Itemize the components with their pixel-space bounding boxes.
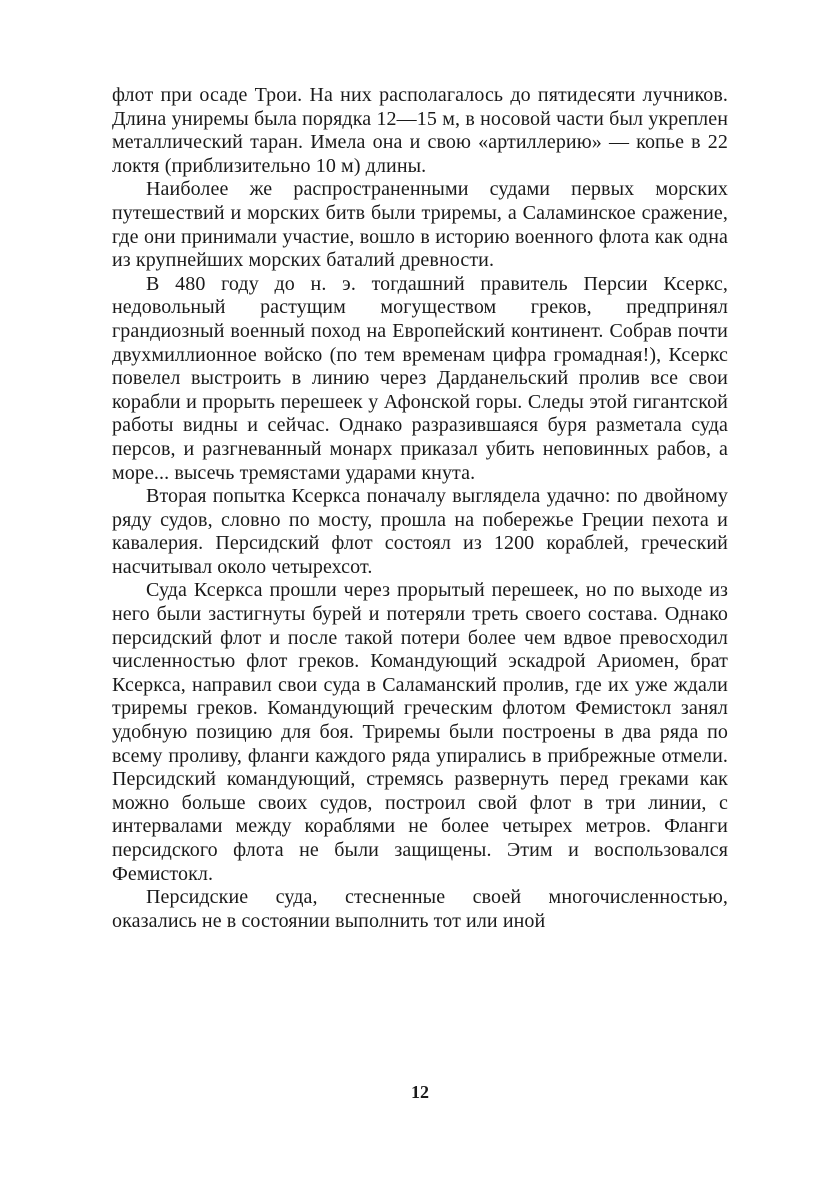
paragraph-triremes: Наиболее же распространенными судами первых морских путешествий и морских битв были триремы, а Саламинское сражение, где они принимали участие, вошло в историю военного флота как одна из крупнейших морских баталий древности. — [112, 178, 728, 272]
paragraph-second-attempt: Вторая попытка Ксеркса поначалу выглядела удачно: по двойному ряду судов, словно по мосту, прошла на побережье Греции пехота и кавалерия. Персидский флот состоял из 1200 кораблей, греческий насчитывал около четырехсот. — [112, 485, 728, 578]
paragraph-continuation: флот при осаде Трои. На них располагалось до пятидесяти лучников. Длина униремы была порядка 12—15 м, в носовой части был укреплен металлический таран. Имела она и свою «артиллерию» — копье в 22 локтя (приблизительно 10 м) длины. — [112, 84, 728, 177]
page-number: 12 — [411, 1082, 429, 1102]
paragraph-salamis-battle: Суда Ксеркса прошли через прорытый перешеек, но по выходе из него были застигнуты бурей и потеряли треть своего состава. Однако персидский флот и после такой потери более чем вдвое превосходил численностью флот греков. Командующий эскадрой Ариомен, брат Ксеркса, направил свои суда в Саламанский пролив, где их уже ждали триремы греков. Командующий греческим флотом Фемистокл занял удобную позицию для боя. Триремы были построены в два ряда по всему проливу, фланги каждого ряда упирались в прибрежные отмели. Персидский командующий, стремясь развернуть перед греками как можно больше своих судов, построил свой флот в три линии, с интервалами между кораблями не более четырех метров. Фланги персидского флота не были защищены. Этим и воспользовался Фемистокл. — [112, 579, 728, 885]
paragraph-xerxes-campaign: В 480 году до н. э. тогдашний правитель Персии Ксеркс, недовольный растущим могуществом греков, предпринял грандиозный военный поход на Европейский континент. Собрав почти двухмиллионное войско (по тем временам цифра громадная!), Ксеркс повелел выстроить в линию через Дарданельский пролив все свои корабли и прорыть перешеек у Афонской горы. Следы этой гигантской работы видны и сейчас. Однако разразившаяся буря разметала суда персов, и разгневанный монарх приказал убить неповинных рабов, а море... высечь тремястами ударами кнута. — [112, 272, 728, 484]
body-text — [112, 84, 728, 933]
paragraph-persian-ships: Персидские суда, стесненные своей многочисленностью, оказались не в состоянии выполнить тот или иной — [112, 886, 728, 932]
